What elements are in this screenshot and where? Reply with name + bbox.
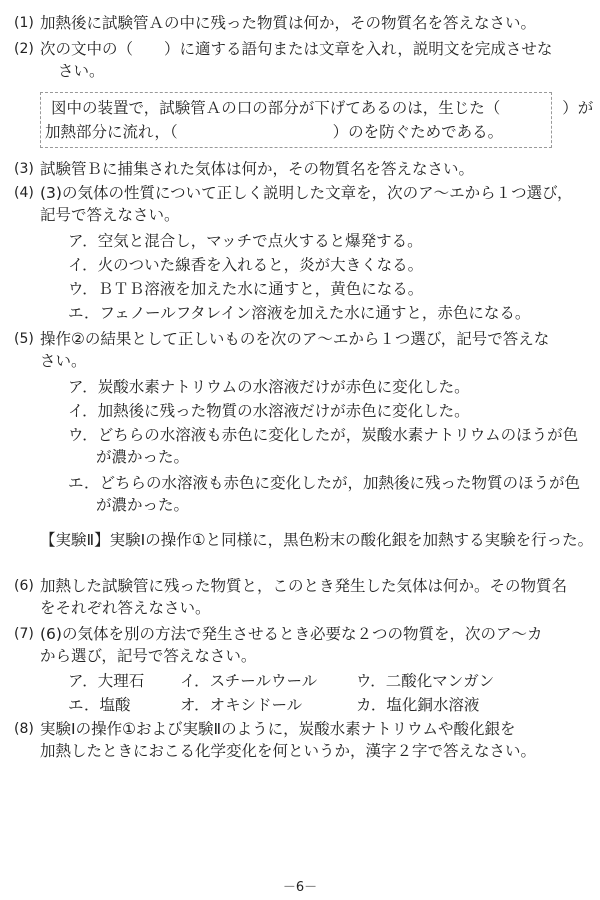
question-number: (2)	[14, 41, 34, 57]
choice-u: ウ．ＢＴＢ溶液を加えた水に通すと，黄色になる。	[68, 280, 424, 298]
question-text: 加熱後に試験管Ａの中に残った物質は何か，その物質名を答えなさい。	[40, 14, 537, 32]
question-text-cont: さい。	[58, 62, 105, 80]
question-text-cont: 記号で答えなさい。	[40, 206, 180, 224]
question-number: (6)	[14, 578, 34, 594]
question-text: 次の文中の（ ）に適する語句または文章を入れ，説明文を完成させな	[40, 40, 553, 58]
question-text: 実験Ⅰの操作①および実験Ⅱのように，炭酸水素ナトリウムや酸化銀を	[40, 720, 516, 738]
box-line-2: 加熱部分に流れ，（ ）のを防ぐためである。	[45, 123, 504, 141]
question-number: (7)	[14, 626, 34, 642]
question-text-cont: さい。	[40, 352, 87, 370]
page-number: －6－	[282, 880, 318, 895]
question-number: (3)	[14, 161, 34, 177]
choice-u: ウ．二酸化マンガン	[356, 672, 495, 690]
question-number: (4)	[14, 185, 34, 201]
question-text-cont: から選び，記号で答えなさい。	[40, 647, 257, 665]
choice-u: ウ．どちらの水溶液も赤色に変化したが，炭酸水素ナトリウムのほうが色	[68, 426, 579, 444]
choice-u-cont: が濃かった。	[96, 448, 190, 466]
choice-e: エ．フェノールフタレイン溶液を加えた水に通すと，赤色になる。	[68, 304, 531, 322]
question-text: (6)の気体を別の方法で発生させるとき必要な２つの物質を，次のア～カ	[40, 625, 543, 643]
question-number: (1)	[14, 15, 34, 31]
choice-e-cont: が濃かった。	[96, 496, 190, 514]
choice-a: ア．炭酸水素ナトリウムの水溶液だけが赤色に変化した。	[68, 378, 470, 396]
question-text: (3)の気体の性質について正しく説明した文章を，次のア～エから１つ選び，	[40, 184, 573, 202]
question-number: (5)	[14, 331, 34, 347]
choice-a: ア．大理石	[68, 672, 145, 690]
question-text-cont: 加熱したときにおこる化学変化を何というか，漢字２字で答えなさい。	[40, 742, 537, 760]
fill-in-box	[40, 92, 594, 148]
question-text: 試験管Ｂに捕集された気体は何か，その物質名を答えなさい。	[40, 160, 475, 178]
question-text: 操作②の結果として正しいものを次のア～エから１つ選び，記号で答えな	[40, 330, 550, 348]
choice-e: エ．塩酸	[68, 696, 131, 714]
question-text: 加熱した試験管に残った物質と，このとき発生した気体は何か。その物質名	[40, 577, 568, 595]
box-line-1: 図中の装置で，試験管Ａの口の部分が下げてあるのは，生じた（ ）が	[51, 99, 594, 117]
choice-i: イ．火のついた線香を入れると，炎が大きくなる。	[68, 256, 424, 274]
choice-i: イ．加熱後に残った物質の水溶液だけが赤色に変化した。	[68, 402, 470, 420]
experiment-2-heading: 【実験Ⅱ】実験Ⅰの操作①と同様に，黒色粉末の酸化銀を加熱する実験を行った。	[40, 531, 594, 549]
choice-a: ア．空気と混合し，マッチで点火すると爆発する。	[68, 232, 423, 250]
question-number: (8)	[14, 721, 34, 737]
choice-o: オ．オキシドール	[180, 696, 303, 714]
choice-i: イ．スチールウール	[180, 672, 318, 690]
choice-e: エ．どちらの水溶液も赤色に変化したが，加熱後に残った物質のほうが色	[68, 474, 580, 492]
choice-ka: カ．塩化銅水溶液	[356, 696, 480, 714]
question-text-cont: をそれぞれ答えなさい。	[40, 599, 211, 617]
